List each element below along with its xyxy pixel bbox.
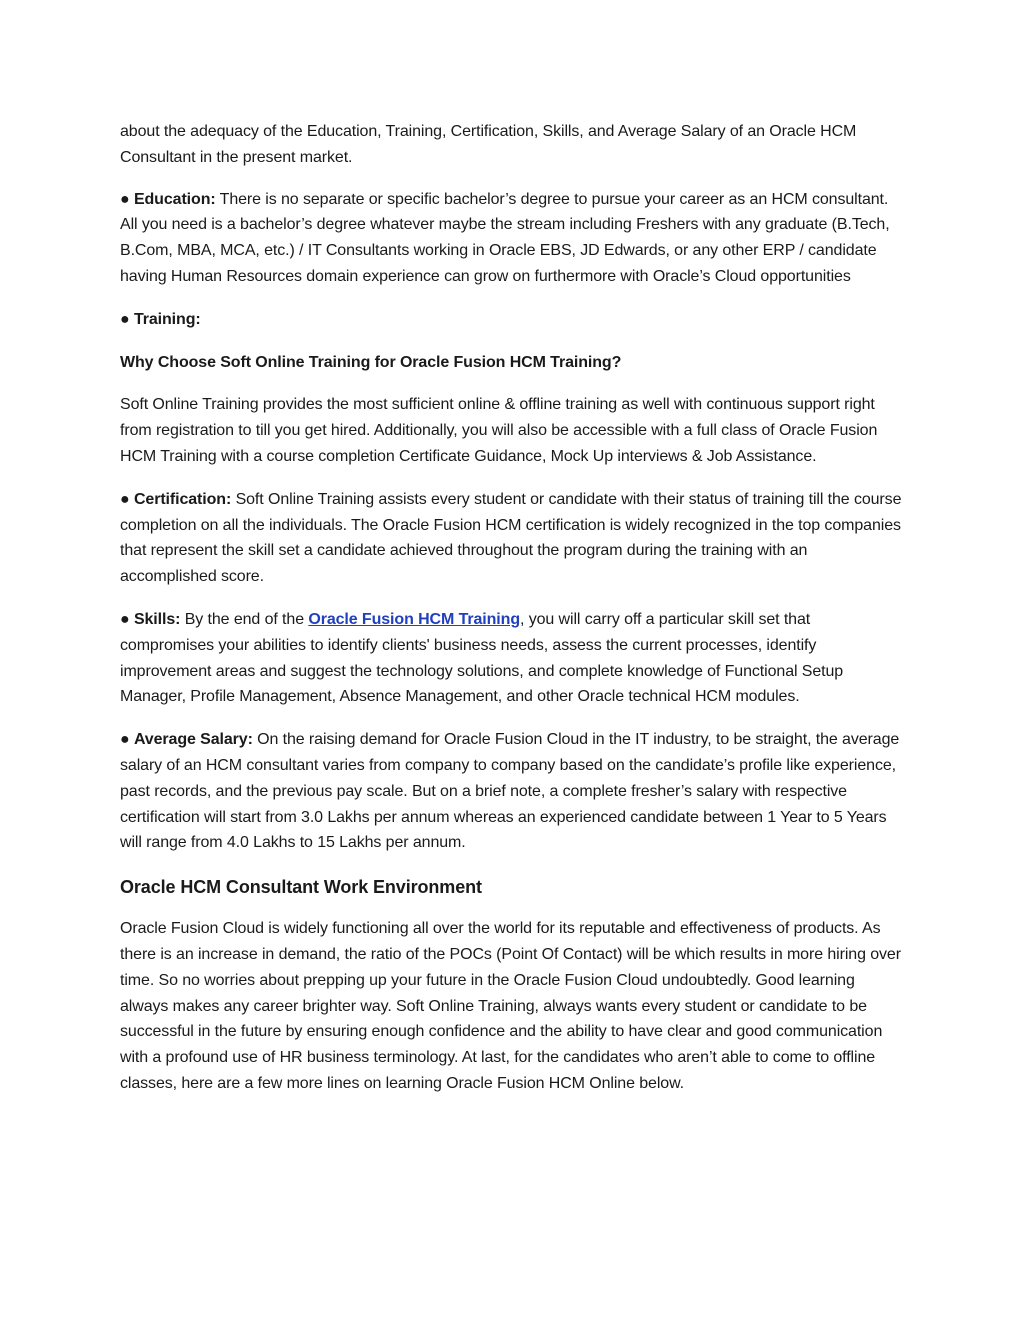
intro-paragraph: about the adequacy of the Education, Training, Certification, Skills, and Average Salary of an Oracle HCM Consultant in the present market. bbox=[120, 123, 857, 166]
education-item bbox=[120, 187, 904, 290]
salary-label: Average Salary: bbox=[133, 731, 253, 749]
skills-text-before: By the end of the bbox=[180, 610, 309, 628]
bullet-icon: ● bbox=[120, 731, 130, 749]
training-label: Training: bbox=[133, 310, 201, 328]
why-choose-paragraph: Soft Online Training provides the most sufficient online & offline training as well with continuous support right from registration to till you get hired. Additionally, you will also be accessible with a full class of Oracle Fusion HCM Training with a course completion Certificate Guidance, Mock Up interviews & Job Assistance. bbox=[120, 396, 878, 465]
document-page bbox=[120, 119, 904, 1114]
salary-text: On the raising demand for Oracle Fusion Cloud in the IT industry, to be straight, the average salary of an HCM consultant varies from company to company based on the candidate’s profile like experience, past records, and the previous pay scale. But on a brief note, a complete fresher’s salary with respective certification will start from 3.0 Lakhs per annum whereas an experienced candidate between 1 Year to 5 Years will range from 4.0 Lakhs to 15 Lakhs per annum. bbox=[120, 731, 900, 852]
work-environment-paragraph: Oracle Fusion Cloud is widely functioning all over the world for its reputable and effectiveness of products. As there is an increase in demand, the ratio of the POCs (Point Of Contact) will be which results in more hiring over time. So no worries about prepping up your future in the Oracle Fusion Cloud undoubtedly. Good learning always makes any career brighter way. Soft Online Training, always wants every student or candidate to be successful in the future by ensuring enough confidence and the ability to have clear and good communication with a profound use of HR business terminology. At last, for the candidates who aren’t able to come to offline classes, here are a few more lines on learning Oracle Fusion HCM Online below. bbox=[120, 920, 901, 1092]
certification-label: Certification: bbox=[133, 490, 232, 508]
certification-text: Soft Online Training assists every student or candidate with their status of training till the course completion on all the individuals. The Oracle Fusion HCM certification is widely recognized in the top companies that represent the skill set a candidate achieved throughout the program during the training with an accomplished score. bbox=[120, 490, 902, 586]
certification-item bbox=[120, 487, 904, 590]
bullet-icon: ● bbox=[120, 490, 130, 508]
training-item bbox=[120, 307, 904, 333]
bullet-icon: ● bbox=[120, 190, 130, 208]
bullet-icon: ● bbox=[120, 310, 130, 328]
education-label: Education: bbox=[133, 190, 216, 208]
education-text: There is no separate or specific bachelor’s degree to pursue your career as an HCM consultant. All you need is a bachelor’s degree whatever maybe the stream including Freshers with any graduate (B.Tech, B.Com, MBA, MCA, etc.) / IT Consultants working in Oracle EBS, JD Edwards, or any other ERP / candidate having Human Resources domain experience can grow on furthermore with Oracle’s Cloud opportunities bbox=[120, 190, 890, 285]
oracle-fusion-hcm-training-link[interactable]: Oracle Fusion HCM Training bbox=[308, 610, 520, 628]
why-choose-heading: Why Choose Soft Online Training for Oracle Fusion HCM Training? bbox=[120, 353, 622, 371]
work-environment-heading: Oracle HCM Consultant Work Environment bbox=[120, 877, 482, 898]
bullet-icon: ● bbox=[120, 610, 130, 628]
skills-text-after: , you will carry off a particular skill set that compromises your abilities to identify clients' business needs, assess the current processes, identify improvement areas and suggest the technology solutions, and complete knowledge of Functional Setup Manager, Profile Management, Absence Management, and other Oracle technical HCM modules. bbox=[120, 610, 844, 706]
skills-item bbox=[120, 607, 904, 710]
skills-label: Skills: bbox=[133, 610, 181, 628]
salary-item bbox=[120, 727, 904, 856]
